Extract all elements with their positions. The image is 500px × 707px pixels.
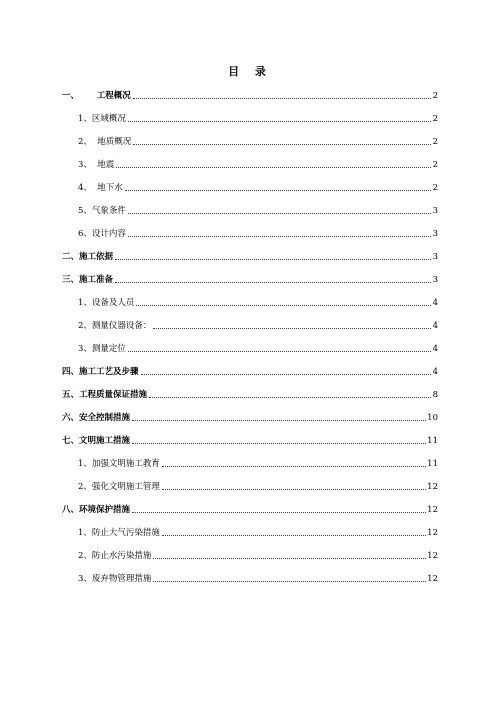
toc-entry-label: 2、测量仪器设备： bbox=[78, 321, 152, 331]
toc-entry-label: 三、施工准备 bbox=[62, 275, 114, 285]
toc-entry-page: 2 bbox=[432, 114, 438, 124]
toc-entry-page: 4 bbox=[432, 321, 438, 331]
toc-entry-page: 12 bbox=[427, 551, 438, 561]
toc-entry-label: 4、 地下水 bbox=[78, 183, 123, 193]
toc-entry[interactable] bbox=[62, 248, 438, 262]
toc-entry[interactable] bbox=[62, 363, 438, 377]
dot-leader bbox=[115, 259, 431, 260]
toc-entry-page: 12 bbox=[427, 528, 438, 538]
dot-leader bbox=[141, 374, 431, 375]
toc-entry[interactable] bbox=[78, 570, 438, 584]
toc-entry[interactable] bbox=[78, 340, 438, 354]
dot-leader bbox=[116, 167, 431, 168]
toc-entry-page: 2 bbox=[432, 91, 438, 101]
toc-entry-label: 5、气象条件 bbox=[78, 206, 126, 216]
toc-entry-page: 10 bbox=[427, 413, 438, 423]
toc-entry-page: 11 bbox=[427, 436, 438, 446]
dot-leader bbox=[162, 466, 426, 467]
dot-leader bbox=[128, 236, 431, 237]
dot-leader bbox=[133, 144, 431, 145]
dot-leader bbox=[125, 190, 431, 191]
toc-entry[interactable] bbox=[78, 294, 438, 308]
toc-entry-page: 3 bbox=[432, 275, 438, 285]
toc-entry-page: 12 bbox=[427, 574, 438, 584]
toc-entry-label: 2、 地质概况 bbox=[78, 137, 132, 147]
toc-entry-label: 3、废弃物管理措施 bbox=[78, 574, 152, 584]
toc-entry[interactable] bbox=[78, 202, 438, 216]
toc-entry-page: 2 bbox=[432, 137, 438, 147]
toc-entry-label: 1、加强文明施工教育 bbox=[78, 459, 160, 469]
toc-entry[interactable] bbox=[62, 501, 438, 515]
dot-leader bbox=[128, 351, 431, 352]
toc-entry[interactable] bbox=[78, 156, 438, 170]
toc-entry-label: 八、环境保护措施 bbox=[62, 505, 131, 515]
toc-entry-label: 二、施工依据 bbox=[62, 252, 114, 262]
toc-entry[interactable] bbox=[78, 225, 438, 239]
toc-entry-page: 8 bbox=[432, 390, 438, 400]
toc-entry-page: 11 bbox=[427, 459, 438, 469]
toc-entry-label: 1、设备及人员 bbox=[78, 298, 135, 308]
dot-leader bbox=[115, 282, 431, 283]
toc-entry-label: 2、防止水污染措施 bbox=[78, 551, 152, 561]
toc-entry[interactable] bbox=[62, 432, 438, 446]
toc-entry-page: 4 bbox=[432, 298, 438, 308]
toc-entry-label: 2、强化文明施工管理 bbox=[78, 482, 160, 492]
toc-entry-label: 1、区域概况 bbox=[78, 114, 126, 124]
toc-title: 目 录 bbox=[228, 65, 272, 78]
toc-entry-label: 一、 工程概况 bbox=[62, 91, 131, 101]
dot-leader bbox=[153, 558, 426, 559]
toc-entry-page: 4 bbox=[432, 367, 438, 377]
toc-entry[interactable] bbox=[78, 179, 438, 193]
toc-entry-page: 3 bbox=[432, 252, 438, 262]
toc-entry-page: 2 bbox=[432, 160, 438, 170]
toc-entry-page: 12 bbox=[427, 482, 438, 492]
toc-entry[interactable] bbox=[78, 478, 438, 492]
toc-entry[interactable] bbox=[78, 317, 438, 331]
toc-entry[interactable] bbox=[62, 409, 438, 423]
dot-leader bbox=[128, 213, 431, 214]
dot-leader bbox=[133, 98, 431, 99]
toc-entry[interactable] bbox=[78, 110, 438, 124]
dot-leader bbox=[153, 581, 426, 582]
dot-leader bbox=[153, 328, 431, 329]
dot-leader bbox=[149, 397, 431, 398]
toc-entry[interactable] bbox=[78, 547, 438, 561]
dot-leader bbox=[136, 305, 431, 306]
toc-entry[interactable] bbox=[62, 386, 438, 400]
toc-entry-label: 1、防止大气污染措施 bbox=[78, 528, 160, 538]
dot-leader bbox=[128, 121, 431, 122]
toc-entry[interactable] bbox=[78, 455, 438, 469]
toc-entry-page: 2 bbox=[432, 183, 438, 193]
dot-leader bbox=[132, 443, 426, 444]
toc-entry-page: 3 bbox=[432, 206, 438, 216]
toc-entry-label: 四、施工工艺及步骤 bbox=[62, 367, 139, 377]
toc-entry-label: 3、测量定位 bbox=[78, 344, 126, 354]
toc-entry-label: 6、设计内容 bbox=[78, 229, 126, 239]
toc-entry[interactable] bbox=[78, 524, 438, 538]
toc-entry-label: 六、安全控制措施 bbox=[62, 413, 131, 423]
dot-leader bbox=[162, 535, 426, 536]
dot-leader bbox=[132, 420, 426, 421]
toc-entry-page: 12 bbox=[427, 505, 438, 515]
toc-entry-label: 五、工程质量保证措施 bbox=[62, 390, 148, 400]
toc-entry[interactable] bbox=[62, 271, 438, 285]
toc-entry-page: 3 bbox=[432, 229, 438, 239]
toc-entry[interactable] bbox=[62, 87, 438, 101]
toc-entry-label: 3、 地震 bbox=[78, 160, 115, 170]
toc-entry-label: 七、文明施工措施 bbox=[62, 436, 131, 446]
dot-leader bbox=[162, 489, 426, 490]
toc-entry-page: 4 bbox=[432, 344, 438, 354]
toc-entry[interactable] bbox=[78, 133, 438, 147]
dot-leader bbox=[132, 512, 426, 513]
